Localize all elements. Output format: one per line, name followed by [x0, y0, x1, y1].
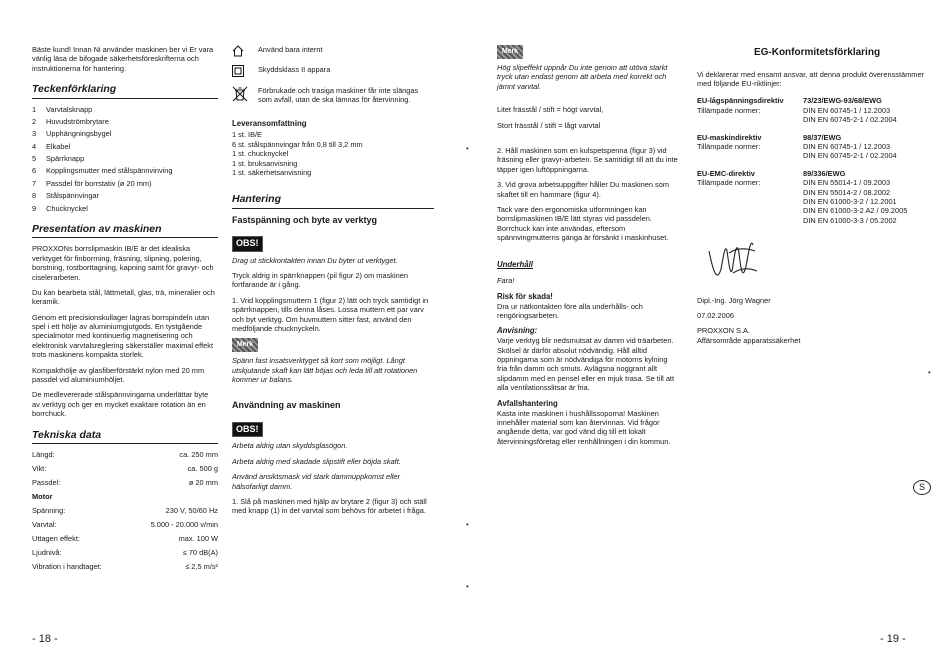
language-badge: S — [913, 480, 931, 495]
registration-mark: • — [466, 582, 469, 591]
tech-heading: Tekniska data — [32, 429, 218, 444]
spec-row: Vikt: ca. 500 g — [32, 463, 218, 473]
list-item: 1 st. IB/E — [232, 130, 262, 140]
conformity-title: EG-Konformitetsförklaring — [753, 47, 881, 58]
company-department: Affärsområde apparatssäkerhet — [697, 335, 801, 345]
presentation-para: De medlevererade stålspännvingarna underlättar byte av verktyg och ger en mycket exaktare rotation än en borrchuck. — [32, 390, 209, 419]
clamp-para: Tryck aldrig in spärrknappen (pil figur 2) om maskinen fortfarande är i gång. — [232, 270, 408, 290]
waste-text: Kasta inte maskinen i hushållssoporna! Maskinen innehåller material som kan återvinnas. Vid frågor angående detta, var god vänd dig till ett lokalt återvinningsföretag eller renhållningen i din kommun. — [497, 408, 671, 446]
delivery-list — [232, 130, 434, 177]
speed-line: Stort frässtål / stift = lågt varvtal — [497, 120, 601, 130]
spec-row: Vibration i handtaget: ≤ 2,5 m/s² — [32, 561, 218, 571]
ergo-para: Tack vare den ergonomiska utformningen kan borrslipmaskinen IB/E lätt styras vid passdelen. Borrchuck kan inte användas, eftersom spännvingmutterns gänga är försänkt i maskinhuset. — [497, 204, 669, 243]
obs-badge: OBS! — [232, 422, 263, 437]
handling-heading: Hantering — [232, 193, 434, 208]
parts-heading: Teckenförklaring — [32, 83, 218, 98]
house-icon — [232, 45, 258, 59]
conformity-intro: Vi deklarerar med ensamt ansvar, att denna produkt överensstämmer med följande EU-riktlinjer: — [697, 69, 925, 89]
list-item: 7 Passdel för borrstativ (ø 20 mm) — [32, 178, 152, 188]
list-item: 9 Chucknyckel — [32, 203, 88, 213]
middle-left-column — [232, 45, 434, 516]
obs-note: Drag ut stickkontakten innan Du byter ut verktyget. — [232, 255, 398, 265]
merk-note: Hög slipeffekt uppnår Du inte genom att utöva starkt tryck utan endast genom att arbeta med korrekt och jämnt varvtal. — [497, 63, 668, 91]
registration-mark: • — [466, 144, 469, 153]
advice-heading: Anvisning: — [497, 326, 538, 336]
spec-row: Spänning: 230 V, 50/60 Hz — [32, 505, 218, 515]
presentation-heading: Presentation av maskinen — [32, 223, 218, 238]
spec-row: Ljudnivå: ≤ 70 dB(A) — [32, 547, 218, 557]
use-step: 1. Slå på maskinen med hjälp av brytare 2 (figur 3) och ställ med knapp (1) in det varvtal som behövs för arbetet i fråga. — [232, 496, 427, 516]
danger-label: Fara! — [497, 276, 515, 286]
speed-line: Litet frässtål / stift = högt varvtal, — [497, 105, 604, 115]
left-page-column — [32, 45, 218, 576]
maintenance-heading: Underhåll — [497, 260, 533, 270]
spec-row: Längd: ca. 250 mm — [32, 449, 218, 459]
parts-list — [32, 105, 218, 214]
list-item: 4 Elkabel — [32, 141, 71, 151]
sign-date: 07.02.2006 — [697, 310, 734, 320]
step-text: 2. Håll maskinen som en kulspetspenna (figur 3) vid fräsning eller gravyr-arbeten. Se samtidigt till att du inte täpper igen luftöppningarna. — [497, 145, 678, 174]
symbol-row: Använd bara internt — [232, 45, 434, 59]
page-number-right: - 19 - — [880, 633, 906, 645]
list-item: 8 Stålspännvingar — [32, 191, 100, 201]
motor-label: Motor — [32, 491, 53, 501]
spec-row: Uttagen effekt: max. 100 W — [32, 533, 218, 543]
shock-text: Dra ur nätkontakten före alla underhålls- och rengöringsarbeten. — [497, 301, 643, 321]
clamp-heading: Fastspänning och byte av verktyg — [232, 214, 378, 225]
presentation-para: PROXXONs borrslipmaskin IB/E är det idealiska verktyget för finborrning, fräsning, slipning, polering, borstning, rostborttagning, kapning samt för gravyr- och ciselerarbeten. — [32, 244, 214, 282]
double-square-icon — [232, 65, 258, 79]
page-number-left: - 18 - — [32, 633, 58, 645]
middle-right-column — [497, 45, 679, 446]
obs-note: Arbeta aldrig utan skyddsglasögon. — [232, 441, 348, 451]
delivery-heading: Leveransomfattning — [232, 118, 307, 128]
clamp-step: 1. Vrid kopplingsmuttern 1 (figur 2) lätt och tryck samtidigt in spärrknappen, tills denna låses. Lossa muttern ett par varv och byt verktyg. Om huvmuttern sitter fast, använd den medföljande chucknyckeln. — [232, 295, 429, 333]
list-item: 6 Kopplingsmutter med stålspännvinving — [32, 166, 173, 176]
crossed-bin-icon — [232, 86, 258, 104]
list-item: 5 Spärrknapp — [32, 154, 85, 164]
right-page-column — [697, 45, 937, 345]
list-item: 3 Upphängningsbygel — [32, 129, 112, 139]
intro-text: Bäste kund! Innan Ni använder maskinen ber vi Er vara vänlig läsa de bifogade säkerhetsföreskrifterna och instruktionerna för hantering. — [32, 45, 214, 73]
merk-note: Spänn fast insatsverktyget så kort som möjligt. Långt utskjutande skaft kan lätt böjas och leda till att rotationen kommer ur balans. — [232, 356, 418, 385]
list-item: 1 st. säkerhetsanvisning — [232, 168, 312, 178]
list-item: 1 st. bruksanvisning — [232, 158, 298, 168]
list-item: 1 st. chucknyckel — [232, 149, 289, 159]
directive-block: EU-maskindirektiv 98/37/EWG Tillämpade normer: DIN EN 60745-1 / 12.2003 DIN EN 60745-2-1 / 02.2004 — [697, 132, 897, 161]
symbol-row: Förbrukade och trasiga maskiner får inte slängas som avfall, utan de ska lämnas för återvinning. — [232, 86, 434, 105]
directive-block: EU-EMC-direktiv 89/336/EWG Tillämpade normer: DIN EN 55014-1 / 09.2003 DIN EN 55014-2 / 08.2002 DIN EN 61000-3-2 / 12.2001 DIN EN 61000-3-2 A2 / 09.2005 DIN EN 61000-3-3 / 05.2002 — [697, 168, 908, 225]
use-heading: Användning av maskinen — [232, 400, 341, 411]
list-item: 1 Varvtalsknapp — [32, 104, 93, 114]
directive-block: EU-lågspänningsdirektiv 73/23/EWG-93/68/EWG Tillämpade normer: DIN EN 60745-1 / 12.2003 DIN EN 60745-2-1 / 02.2004 — [697, 96, 897, 125]
spec-row: Varvtal: 5.000 - 20.000 v/min — [32, 519, 218, 529]
shock-heading: Risk för skada! — [497, 291, 553, 301]
advice-text: Varje verktyg blir nedsmutsat av damm vid träarbeten. Skölsel är därför absolut nödvändig. Håll alltid öppningarna som är nödvändiga för motorns kylning fria från damm och smuts. Avlägsna noggrant allt slipdamm med en pensel eller en mjuk trasa. Se till att alla ventilationsslitsar är fria. — [497, 336, 675, 393]
signer-name: Dipl.-Ing. Jörg Wagner — [697, 295, 771, 305]
obs-note: Använd ansiktsmask vid stark dammuppkomst eller hälsofarligt damm. — [232, 472, 400, 491]
spec-row: Passdel: ø 20 mm — [32, 477, 218, 487]
company-name: PROXXON S.A. — [697, 326, 750, 336]
waste-heading: Avfallshantering — [497, 398, 558, 408]
presentation-para: Kompakthölje av glasfiberförstärkt nylon med 20 mm passdel vid aluminiumhöljet. — [32, 365, 205, 385]
symbol-row: Skyddsklass II appara — [232, 65, 434, 79]
tech-table — [32, 450, 218, 571]
list-item: 6 st. stålspännvingar från 0,8 till 3,2 mm — [232, 139, 363, 149]
obs-note: Arbeta aldrig med skadade slipstift eller böjda skaft. — [232, 456, 401, 466]
merk-badge: Merk — [497, 45, 523, 59]
list-item: 2 Huvudströmbrytare — [32, 116, 109, 126]
presentation-para: Du kan bearbeta stål, lättmetall, glas, trä, mineralier och keramik. — [32, 287, 215, 307]
registration-mark: • — [466, 520, 469, 529]
obs-badge: OBS! — [232, 236, 263, 251]
merk-badge: Merk — [232, 338, 258, 352]
registration-mark: • — [928, 368, 931, 377]
presentation-para: Genom ett precisionskullager lagras borrspindeln utan spel i ett hölje av aluminiumgjutgods. En tystgående specialmotor med kontinuerlig magnetisering och elektronisk varvtalsreglering säkerställer maximal effekt trots maskinens kompakta storlek. — [32, 312, 214, 360]
signature — [703, 231, 937, 295]
step-text: 3. Vid grova arbetsuppgifter håller Du maskinen som skaftet till en hammare (figur 4). — [497, 180, 669, 199]
